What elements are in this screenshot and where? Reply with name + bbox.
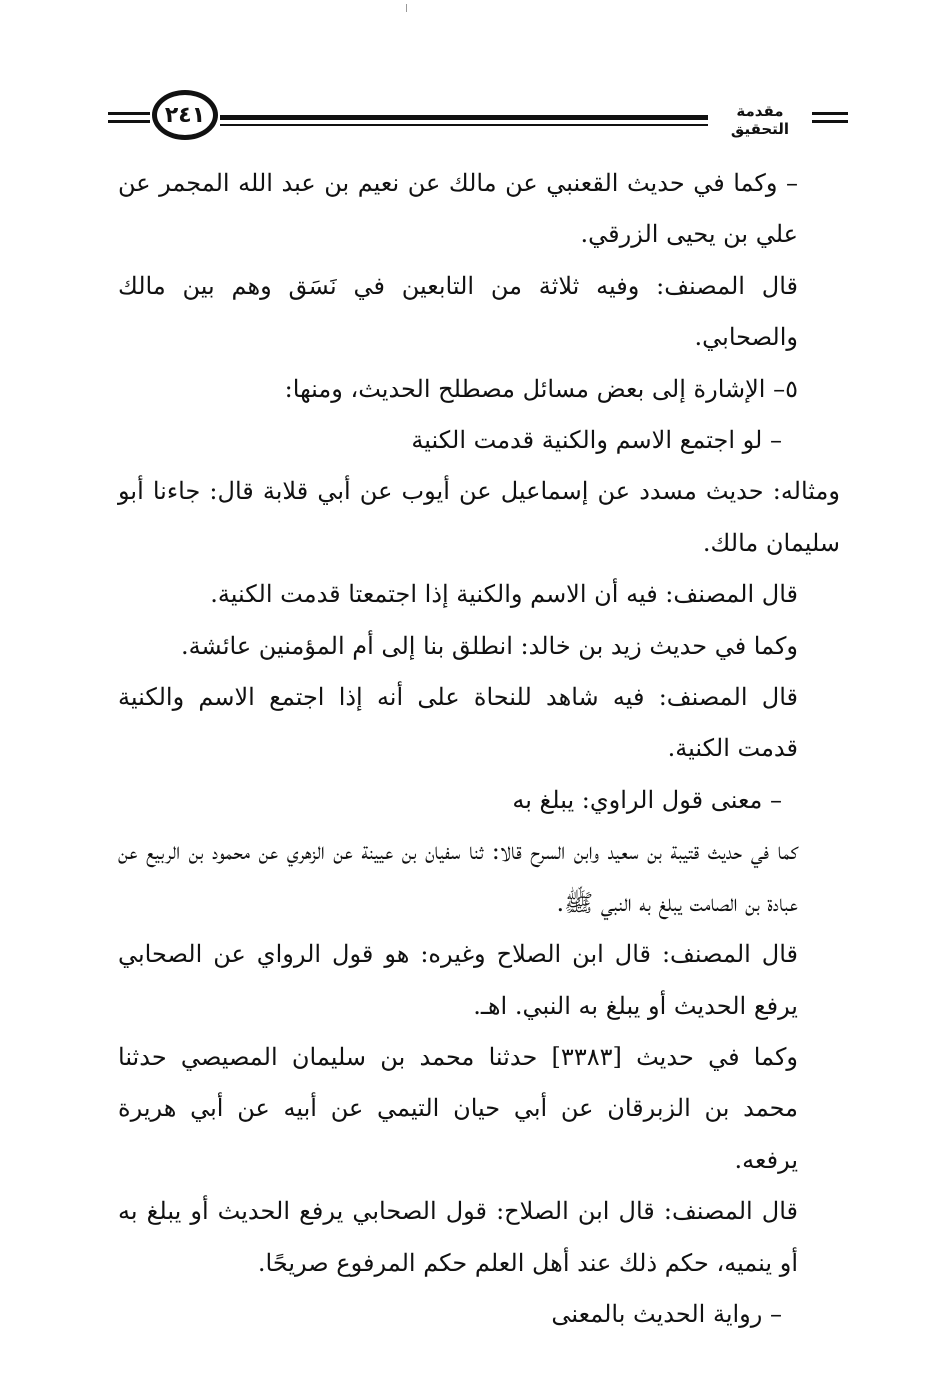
page-body bbox=[118, 158, 840, 1340]
paragraph: وكما في حديث زيد بن خالد: انطلق بنا إلى أم المؤمنين عائشة. bbox=[180, 631, 798, 660]
header-rule-right-top bbox=[812, 112, 848, 115]
paragraph: – لو اجتمع الاسم والكنية قدمت الكنية bbox=[411, 426, 782, 455]
paragraph: وكما في حديث [٣٣٨٣] حدثنا محمد بن سليمان المصيصي حدثنا محمد بن الزبرقان عن أبي حيان التيمي عن أبيه عن أبي هريرة يرفعه. bbox=[118, 1042, 799, 1174]
header-rule-left-bottom bbox=[108, 120, 150, 123]
paragraph: – وكما في حديث القعنبي عن مالك عن نعيم بن عبد الله المجمر عن علي بن يحيى الزرقي. bbox=[118, 169, 798, 249]
section-title: مقدمة التحقيق bbox=[730, 102, 790, 138]
paragraph: – معنى قول الراوي: يبلغ به bbox=[512, 785, 782, 814]
scan-mark bbox=[406, 4, 407, 12]
paragraph: قال المصنف: قال ابن الصلاح وغيره: هو قول الرواي عن الصحابي يرفع الحديث أو يبلغ به النبي. اهـ. bbox=[118, 940, 798, 1020]
header-rule-left-top bbox=[108, 112, 150, 115]
paragraph: ومثاله: حديث مسدد عن إسماعيل عن أيوب عن أبي قلابة قال: جاءنا أبو سليمان مالك. bbox=[118, 477, 840, 557]
header-rule-right-bottom bbox=[812, 120, 848, 123]
page-number-badge bbox=[152, 90, 218, 140]
paragraph: قال المصنف: فيه شاهد للنحاة على أنه إذا اجتمع الاسم والكنية قدمت الكنية. bbox=[118, 683, 798, 763]
header-rule-thick bbox=[220, 115, 708, 120]
paragraph: ٥– الإشارة إلى بعض مسائل مصطلح الحديث، ومنها: bbox=[284, 374, 798, 403]
paragraph: – رواية الحديث بالمعنى bbox=[551, 1299, 782, 1328]
header-rule-thin bbox=[220, 124, 708, 126]
paragraph: قال المصنف: فيه أن الاسم والكنية إذا اجتمعتا قدمت الكنية. bbox=[210, 580, 798, 609]
paragraph: كما في حديث قتيبة بن سعيد وابن السرح قالا: ثنا سفيان بن عيينة عن الزهري عن محمود بن الربيع عن عبادة بن الصامت يبلغ به النبي ﷺ. bbox=[118, 837, 798, 917]
paragraph: قال المصنف: قال ابن الصلاح: قول الصحابي يرفع الحديث أو يبلغ به أو ينميه، حكم ذلك عند أهل العلم حكم المرفوع صريحًا. bbox=[118, 1197, 798, 1277]
page-number: ٢٤١ bbox=[164, 102, 206, 128]
page-header bbox=[108, 88, 850, 148]
paragraph: قال المصنف: وفيه ثلاثة من التابعين في نَسَق وهم بين مالك والصحابي. bbox=[118, 271, 798, 352]
